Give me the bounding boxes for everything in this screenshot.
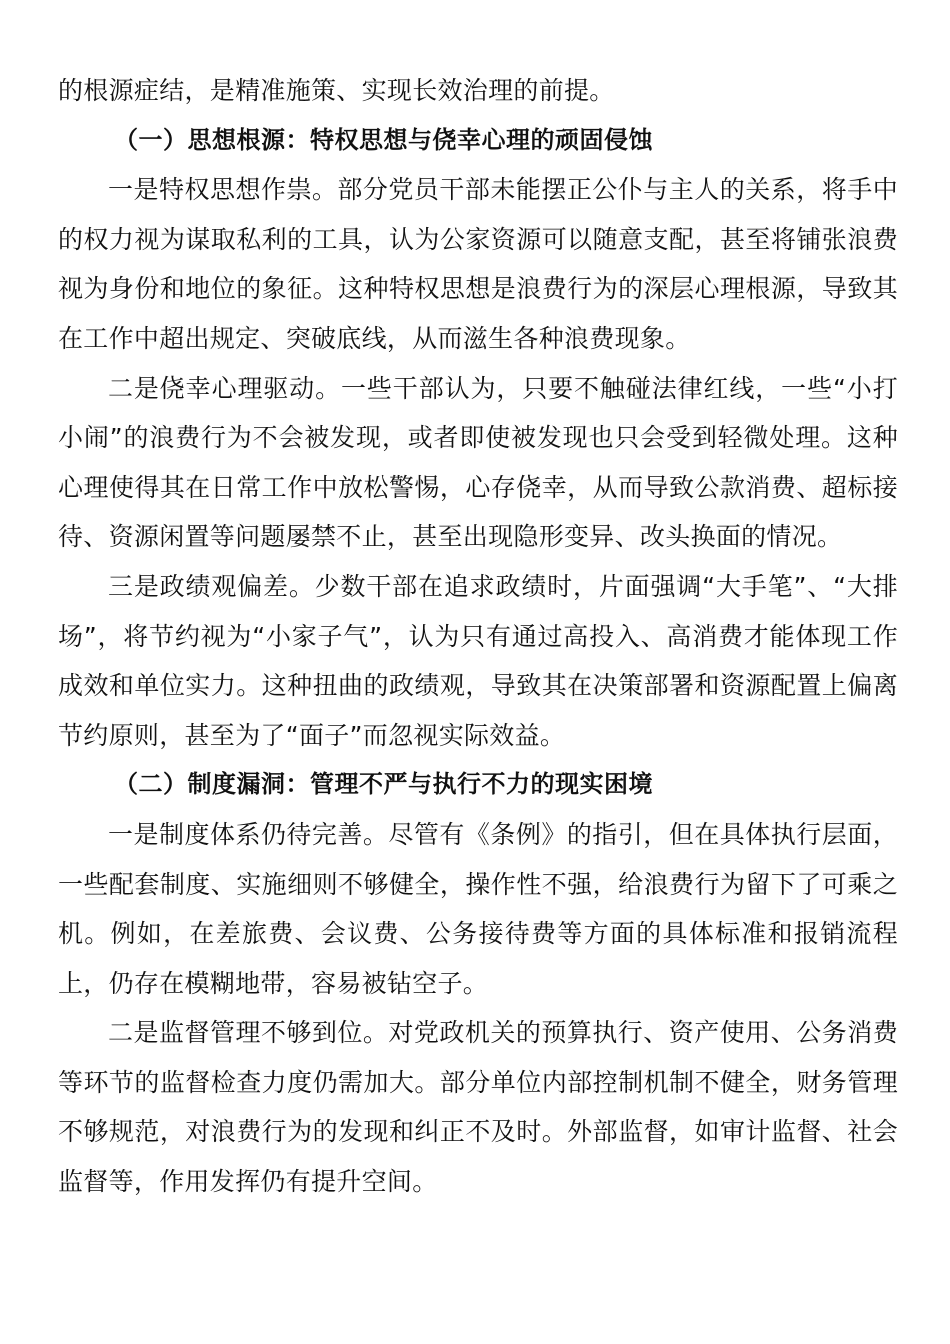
paragraph-intro-tail: 的根源症结，是精准施策、实现长效治理的前提。 xyxy=(58,76,615,105)
paragraph-supervision: 二是监督管理不够到位。对党政机关的预算执行、资产使用、公务消费等环节的监督检查力度仍需加大。部分单位内部控制机制不健全，财务管理不够规范，对浪费行为的发现和纠正不及时。外部监督，如审计监督、社会监督等，作用发挥仍有提升空间。 xyxy=(58,1018,898,1197)
section-heading-1: （一）思想根源：特权思想与侥幸心理的顽固侵蚀 xyxy=(114,125,653,154)
document-page xyxy=(58,66,898,1207)
paragraph-performance-view: 三是政绩观偏差。少数干部在追求政绩时，片面强调“大手笔”、“大排场”，将节约视为“小家子气”，认为只有通过高投入、高消费才能体现工作成效和单位实力。这种扭曲的政绩观，导致其在决策部署和资源配置上偏离节约原则，甚至为了“面子”而忽视实际效益。 xyxy=(58,571,898,750)
paragraph-system-gaps: 一是制度体系仍待完善。尽管有《条例》的指引，但在具体执行层面，一些配套制度、实施细则不够健全，操作性不强，给浪费行为留下了可乘之机。例如，在差旅费、会议费、公务接待费等方面的具体标准和报销流程上，仍存在模糊地带，容易被钻空子。 xyxy=(58,819,898,998)
section-heading-2: （二）制度漏洞：管理不严与执行不力的现实困境 xyxy=(114,770,653,799)
paragraph-fluke-mentality: 二是侥幸心理驱动。一些干部认为，只要不触碰法律红线，一些“小打小闹”的浪费行为不会被发现，或者即使被发现也只会受到轻微处理。这种心理使得其在日常工作中放松警惕，心存侥幸，从而导致公款消费、超标接待、资源闲置等问题屡禁不止，甚至出现隐形变异、改头换面的情况。 xyxy=(58,373,898,552)
paragraph-privilege: 一是特权思想作祟。部分党员干部未能摆正公仆与主人的关系，将手中的权力视为谋取私利的工具，认为公家资源可以随意支配，甚至将铺张浪费视为身份和地位的象征。这种特权思想是浪费行为的深层心理根源，导致其在工作中超出规定、突破底线，从而滋生各种浪费现象。 xyxy=(58,175,898,353)
